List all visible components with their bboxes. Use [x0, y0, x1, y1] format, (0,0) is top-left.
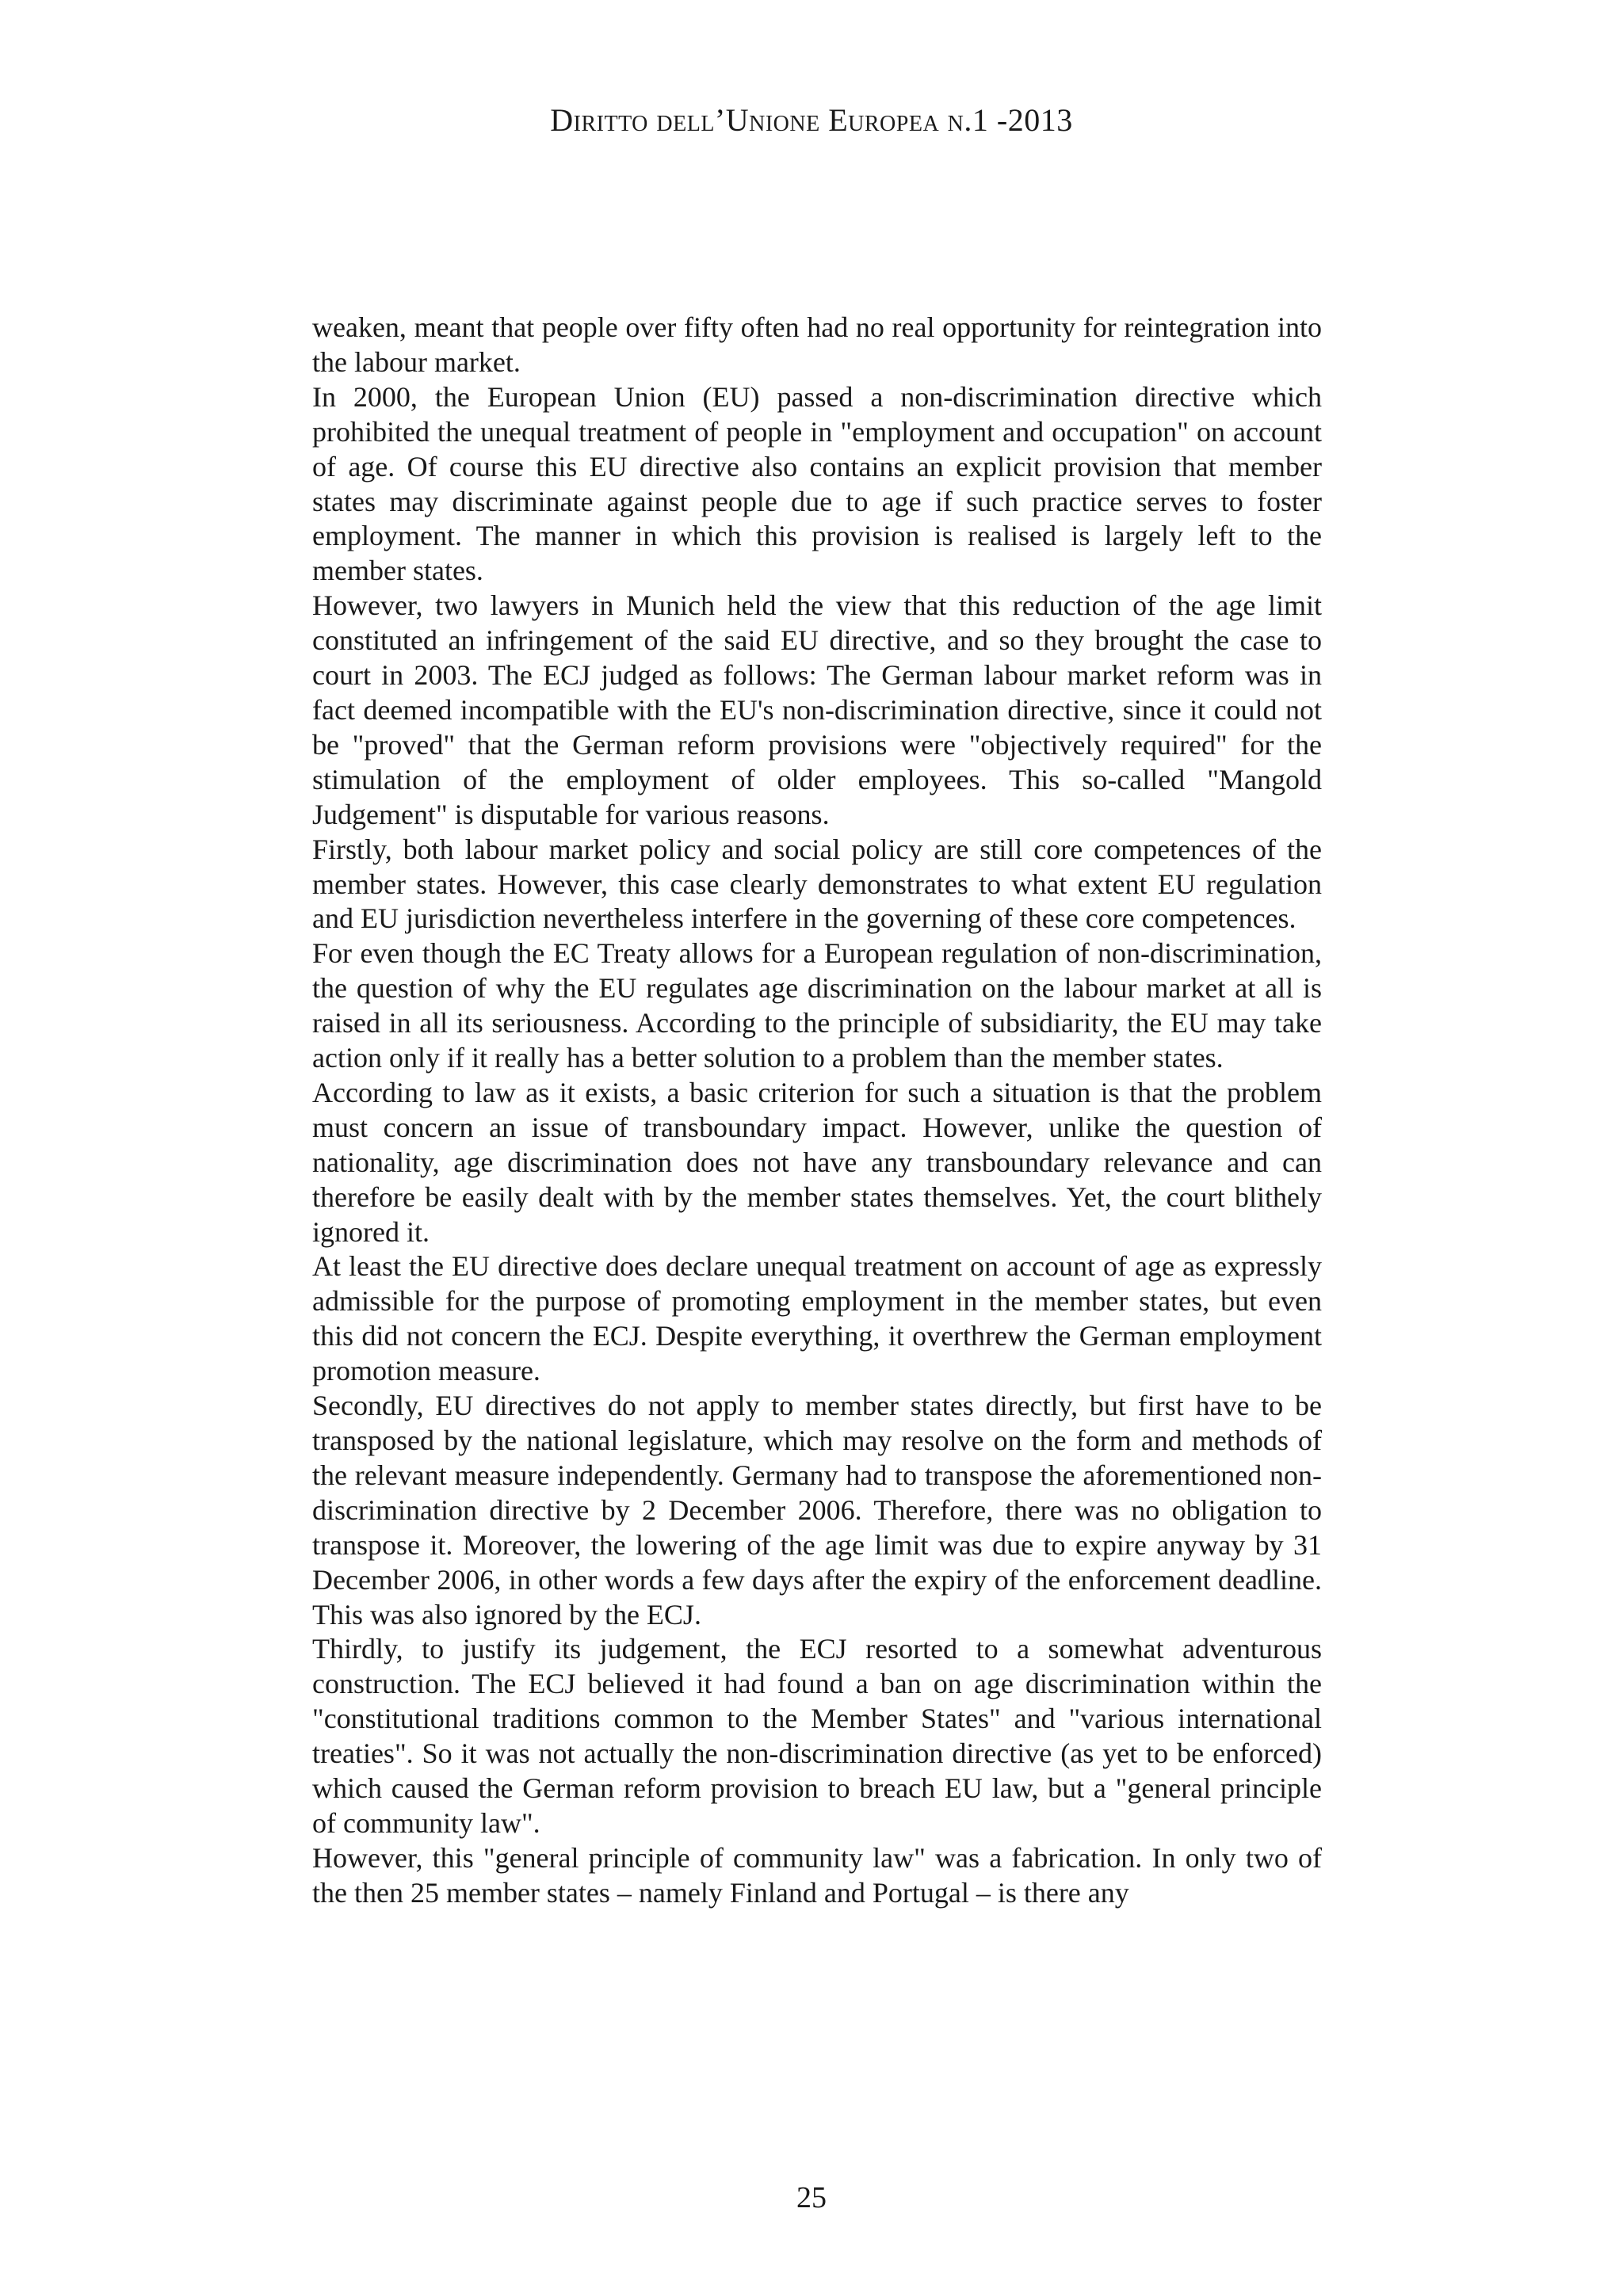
paragraph: For even though the EC Treaty allows for a European regulation of non-discrimination, the question of why the EU regulates age discrimination on the labour market at all is raised in all its seriousness. According to the principle of subsidiarity, the EU may take action only if it really has a better solution to a problem than the member states. — [312, 937, 1322, 1074]
paragraph: However, two lawyers in Munich held the view that this reduction of the age limit constituted an infringement of the said EU directive, and so they brought the case to court in 2003. The ECJ judged as follows: The German labour market reform was in fact deemed incompatible with the EU's non-discrimination directive, since it could not be "proved" that the German reform provisions were "objectively required" for the stimulation of the employment of older employees. This so-called "Mangold Judgement" is disputable for various reasons. — [312, 589, 1322, 830]
paragraph: Firstly, both labour market policy and social policy are still core competences of the member states. However, this case clearly demonstrates to what extent EU regulation and EU jurisdiction nevertheless interfere in the governing of these core competences. — [312, 833, 1322, 935]
running-header: Diritto dell’Unione Europea n.1 -2013 — [550, 102, 1073, 138]
paragraph: Thirdly, to justify its judgement, the ECJ resorted to a somewhat adventurous construction. The ECJ believed it had found a ban on age discrimination within the "constitutional traditions common to the Member States" and "various international treaties". So it was not actually the non-discrimination directive (as yet to be enforced) which caused the German reform provision to breach EU law, but a "general principle of community law". — [312, 1633, 1322, 1839]
paragraph: At least the EU directive does declare unequal treatment on account of age as expressly admissible for the purpose of promoting employment in the member states, but even this did not concern the ECJ. Despite everything, it overthrew the German employment promotion measure. — [312, 1250, 1322, 1387]
paragraph-continued: However, this "general principle of community law" was a fabrication. In only two of the then 25 member states – namely Finland and Portugal – is there any — [312, 1841, 1322, 1909]
body-text — [312, 311, 1322, 1911]
paragraph: Secondly, EU directives do not apply to member states directly, but first have to be transposed by the national legislature, which may resolve on the form and methods of the relevant measure independently. Germany had to transpose the aforementioned non-discrimination directive by 2 December 2006. Therefore, there was no obligation to transpose it. Moreover, the lowering of the age limit was due to expire anyway by 31 December 2006, in other words a few days after the expiry of the enforcement deadline. This was also ignored by the ECJ. — [312, 1390, 1322, 1630]
paragraph: According to law as it exists, a basic criterion for such a situation is that the problem must concern an issue of transboundary impact. However, unlike the question of nationality, age discrimination does not have any transboundary relevance and can therefore be easily dealt with by the member states themselves. Yet, the court blithely ignored it. — [312, 1076, 1322, 1248]
page-number: 25 — [796, 2181, 827, 2214]
paragraph: In 2000, the European Union (EU) passed a non-discrimination directive which prohibited the unequal treatment of people in "employment and occupation" on account of age. Of course this EU directive also contains an explicit provision that member states may discriminate against people due to age if such practice serves to foster employment. The manner in which this provision is realised is largely left to the member states. — [312, 380, 1322, 587]
paragraph: weaken, meant that people over fifty often had no real opportunity for reintegration into the labour market. — [312, 311, 1322, 378]
